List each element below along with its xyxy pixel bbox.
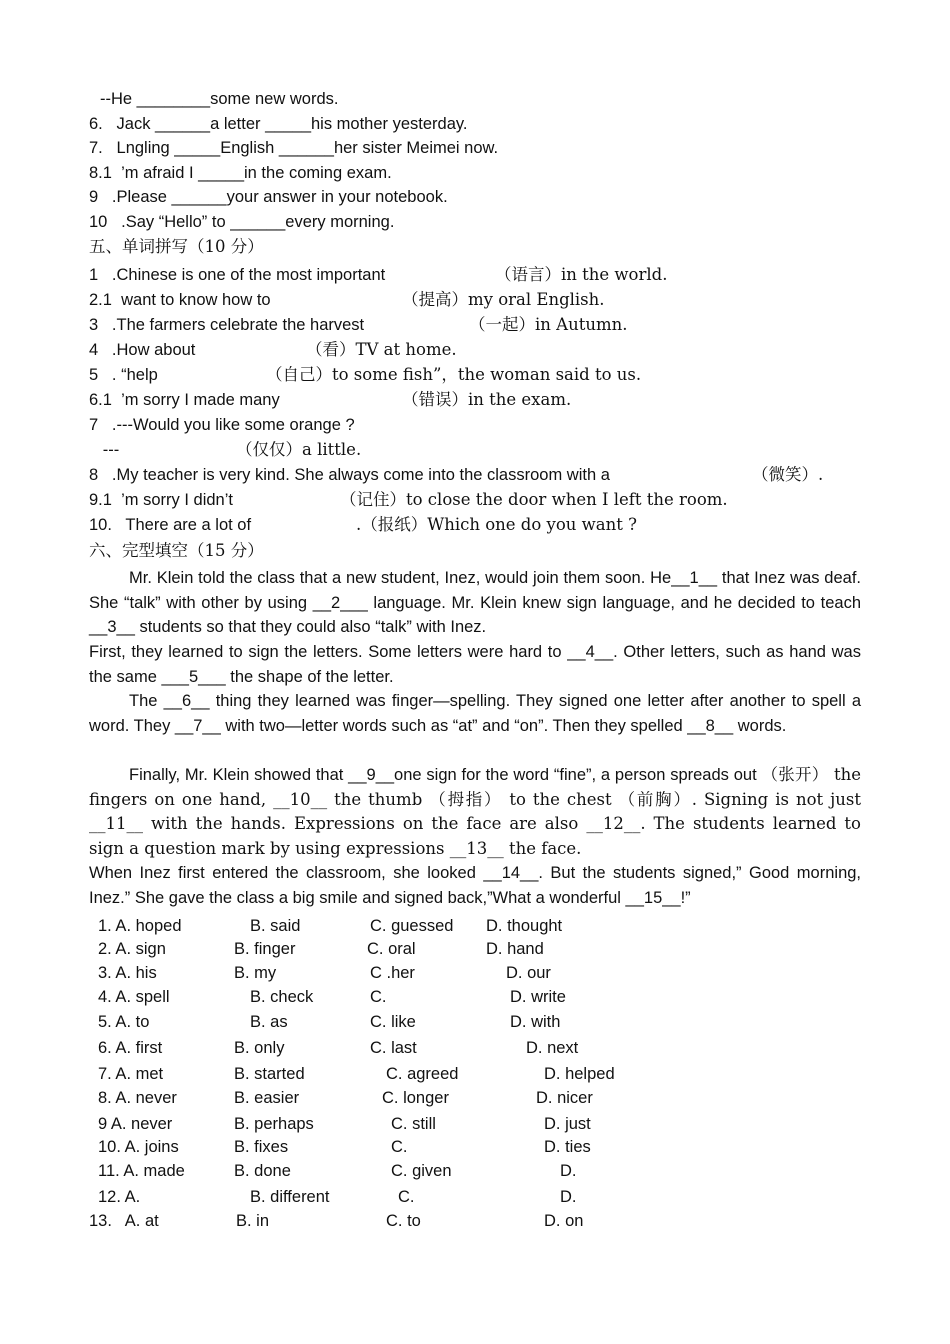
- cloze-paragraph-5-text: When Inez first entered the classroom, she looked __14__. But the students signed,” Good morning, Inez.” She gave the class a big smile and signed back,”What a wonderful __15__!”: [89, 864, 861, 907]
- cloze-paragraph-4-text-a: Finally, Mr. Klein showed that __9__one sign for the word “fine”, a person spreads out: [129, 766, 762, 784]
- option-10-b: B. fixes: [234, 1138, 289, 1156]
- option-3-b: B. my: [234, 964, 277, 982]
- cloze-paragraph-1-text: Mr. Klein told the class that a new student, Inez, would join them soon. He__1__ that Inez was deaf. She “talk” with other by using __2___ language. Mr. Klein knew sign language, and he decided to teach __3__ students so that they could also “talk” with Inez.: [89, 569, 861, 637]
- option-3-a: 3. A. his: [98, 964, 157, 982]
- option-2-d: D. hand: [486, 940, 544, 958]
- option-5-c: C. like: [370, 1013, 416, 1031]
- option-7-a: 7. A. met: [98, 1065, 164, 1083]
- option-6-d: D. next: [526, 1039, 579, 1057]
- option-11-b: B. done: [234, 1162, 291, 1180]
- s5-item-2-text: 2.1 want to know how to: [89, 291, 271, 309]
- option-1-c: C. guessed: [370, 917, 454, 935]
- s4-item-6: 6. Jack ______a letter _____his mother yesterday.: [89, 115, 468, 133]
- s5-item-7a-text: 7 .---Would you like some orange ?: [89, 416, 355, 434]
- cloze-paragraph-4: [89, 763, 861, 861]
- s5-item-7b-text: ---: [89, 441, 120, 459]
- option-7-b: B. started: [234, 1065, 305, 1083]
- cloze-paragraph-1: [89, 566, 861, 640]
- option-2-c: C. oral: [367, 940, 416, 958]
- option-13-b: B. in: [236, 1212, 270, 1230]
- s5-item-3-hint: （一起）in Autumn.: [469, 315, 628, 334]
- s5-item-6-text: 6.1 ’m sorry I made many: [89, 391, 280, 409]
- option-12-b: B. different: [250, 1188, 330, 1206]
- s5-item-1-text: 1 .Chinese is one of the most important: [89, 266, 386, 284]
- option-11-d: D.: [560, 1162, 577, 1180]
- option-5-d: D. with: [510, 1013, 561, 1031]
- s4-item-9: 9 .Please ______your answer in your notebook.: [89, 188, 448, 206]
- option-4-a: 4. A. spell: [98, 988, 170, 1006]
- option-11-c: C. given: [391, 1162, 452, 1180]
- option-4-c: C.: [370, 988, 387, 1006]
- option-9-b: B. perhaps: [234, 1115, 314, 1133]
- option-9-a: 9 A. never: [98, 1115, 173, 1133]
- option-1-a: 1. A. hoped: [98, 917, 182, 935]
- option-10-c: C.: [391, 1138, 408, 1156]
- cloze-paragraph-2: [89, 640, 861, 689]
- s5-item-6-hint: （错误）in the exam.: [402, 390, 572, 409]
- s4-item-8: 8.1 ’m afraid I _____in the coming exam.: [89, 164, 392, 182]
- option-8-d: D. nicer: [536, 1089, 593, 1107]
- s5-item-1-hint: （语言）in the world.: [495, 265, 668, 284]
- s4-item-10: 10 .Say “Hello” to ______every morning.: [89, 213, 395, 231]
- option-4-b: B. check: [250, 988, 314, 1006]
- cloze-paragraph-2-text: First, they learned to sign the letters. Some letters were hard to __4__. Other letters, such as hand was the same ___5___ the shape of the letter.: [89, 643, 861, 686]
- s5-item-3-text: 3 .The farmers celebrate the harvest: [89, 316, 365, 334]
- option-13-d: D. on: [544, 1212, 584, 1230]
- option-6-c: C. last: [370, 1039, 417, 1057]
- section6-heading: 六、完型填空（15 分）: [89, 541, 264, 560]
- option-3-d: D. our: [506, 964, 551, 982]
- option-12-d: D.: [560, 1188, 577, 1206]
- option-13-c: C. to: [386, 1212, 421, 1230]
- cloze-paragraph-4-text-b: （张开） the fingers on one hand, __10__ the thumb （拇指） to the chest （前胸）. Signing is not just __11__ with the hands. Expressions on the face are also __12__. The students learned to sign a question mark by using expressions __13__ the face.: [89, 765, 861, 858]
- option-7-c: C. agreed: [386, 1065, 459, 1083]
- option-10-d: D. ties: [544, 1138, 591, 1156]
- option-9-d: D. just: [544, 1115, 591, 1133]
- s5-item-9-hint: （记住）to close the door when I left the room.: [340, 490, 728, 509]
- s5-item-8-hint: （微笑）.: [752, 465, 824, 484]
- s5-item-2-hint: （提高）my oral English.: [402, 290, 605, 309]
- option-11-a: 11. A. made: [98, 1162, 185, 1180]
- s5-item-10-hint: .（报纸）Which one do you want ?: [356, 515, 637, 534]
- option-13-a: 13. A. at: [89, 1212, 159, 1230]
- option-6-a: 6. A. first: [98, 1039, 163, 1057]
- option-7-d: D. helped: [544, 1065, 615, 1083]
- s5-item-5-text: 5 . “help: [89, 366, 158, 384]
- option-2-a: 2. A. sign: [98, 940, 166, 958]
- option-8-b: B. easier: [234, 1089, 300, 1107]
- option-5-a: 5. A. to: [98, 1013, 150, 1031]
- cloze-paragraph-3-text: The __6__ thing they learned was finger—spelling. They signed one letter after another to spell a word. They __7__ with two—letter words such as “at” and “on”. Then they spelled __8__ words.: [89, 692, 861, 735]
- option-5-b: B. as: [250, 1013, 288, 1031]
- option-6-b: B. only: [234, 1039, 285, 1057]
- option-3-c: C .her: [370, 964, 415, 982]
- cloze-paragraph-5: [89, 861, 861, 910]
- option-8-c: C. longer: [382, 1089, 449, 1107]
- s4-item-7: 7. Lngling _____English ______her sister Meimei now.: [89, 139, 499, 157]
- s5-item-10-text: 10. There are a lot of: [89, 516, 252, 534]
- s4-line-he: --He ________some new words.: [100, 90, 339, 108]
- s5-item-5-hint: （自己）to some fish”，the woman said to us.: [266, 365, 642, 384]
- cloze-paragraph-3: [89, 689, 861, 738]
- option-1-d: D. thought: [486, 917, 563, 935]
- option-4-d: D. write: [510, 988, 566, 1006]
- s5-item-9-text: 9.1 ’m sorry I didn’t: [89, 491, 233, 509]
- option-12-a: 12. A.: [98, 1188, 141, 1206]
- s5-item-7b-hint: （仅仅）a little.: [236, 440, 362, 459]
- option-2-b: B. finger: [234, 940, 296, 958]
- option-10-a: 10. A. joins: [98, 1138, 179, 1156]
- option-9-c: C. still: [391, 1115, 436, 1133]
- option-1-b: B. said: [250, 917, 301, 935]
- s5-item-4-hint: （看）TV at home.: [306, 340, 457, 359]
- s5-item-4-text: 4 .How about: [89, 341, 196, 359]
- option-8-a: 8. A. never: [98, 1089, 177, 1107]
- s5-item-8-text: 8 .My teacher is very kind. She always come into the classroom with a: [89, 466, 610, 484]
- section5-heading: 五、单词拼写（10 分）: [89, 237, 264, 256]
- option-12-c: C.: [398, 1188, 415, 1206]
